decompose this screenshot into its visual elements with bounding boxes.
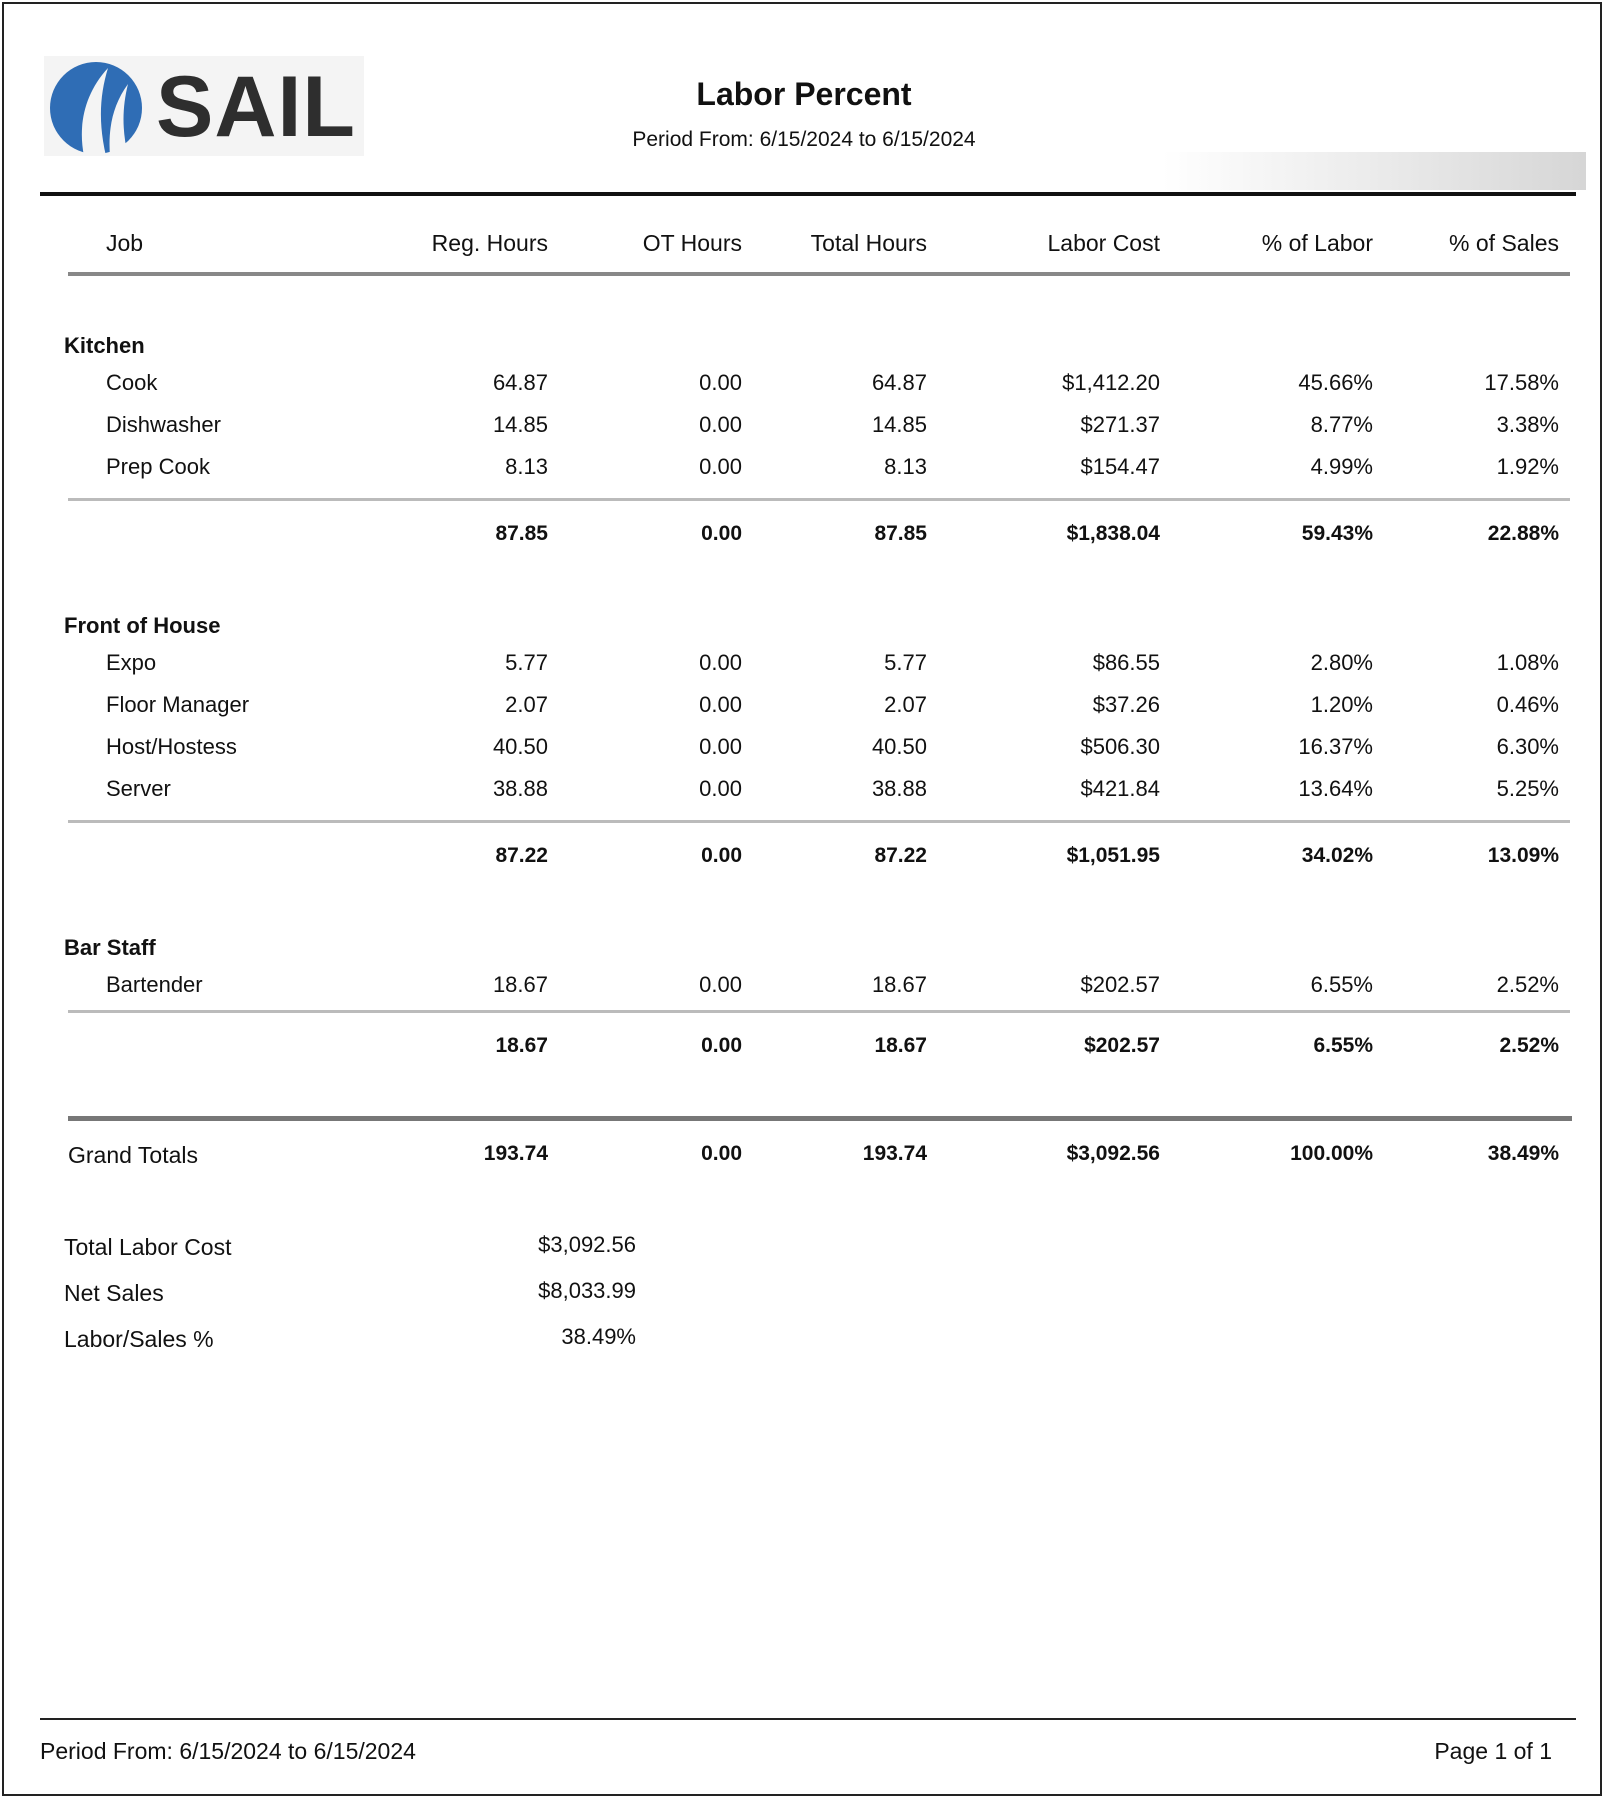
row-total-hours: 38.88	[871, 776, 927, 801]
summary-label: Net Sales	[64, 1280, 164, 1306]
subtotal-ot-hours: 0.00	[701, 844, 742, 867]
row-ot-hours: 0.00	[699, 972, 742, 997]
row-pct-sales: 1.08%	[1496, 650, 1559, 675]
row-pct-sales: 3.38%	[1496, 412, 1559, 437]
subtotal-reg-hours: 87.85	[495, 522, 548, 545]
row-labor-cost: $37.26	[1092, 692, 1160, 717]
summary-value: $3,092.56	[538, 1232, 636, 1257]
row-labor-cost: $421.84	[1080, 776, 1160, 801]
row-labor-cost: $506.30	[1080, 734, 1160, 759]
row-pct-labor: 6.55%	[1310, 972, 1373, 997]
row-total-hours: 8.13	[884, 454, 927, 479]
col-header-total-hours: Total Hours	[810, 230, 927, 256]
row-labor-cost: $154.47	[1080, 454, 1160, 479]
subtotal-pct-labor: 34.02%	[1301, 844, 1373, 867]
col-header-labor-cost: Labor Cost	[1047, 230, 1160, 256]
row-pct-sales: 5.25%	[1496, 776, 1559, 801]
footer-period: Period From: 6/15/2024 to 6/15/2024	[40, 1738, 416, 1764]
subtotal-pct-sales: 2.52%	[1499, 1034, 1559, 1057]
group-title-bar-staff: Bar Staff	[64, 935, 156, 960]
col-header-pct-sales: % of Sales	[1449, 230, 1559, 256]
row-reg-hours: 2.07	[505, 692, 548, 717]
row-pct-labor: 4.99%	[1310, 454, 1373, 479]
row-reg-hours: 5.77	[505, 650, 548, 675]
row-ot-hours: 0.00	[699, 776, 742, 801]
row-job: Host/Hostess	[106, 734, 237, 759]
subtotal-divider	[68, 820, 1570, 823]
row-reg-hours: 64.87	[492, 370, 548, 395]
row-pct-labor: 8.77%	[1310, 412, 1373, 437]
row-reg-hours: 8.13	[505, 454, 548, 479]
row-pct-labor: 16.37%	[1298, 734, 1373, 759]
col-header-pct-labor: % of Labor	[1261, 230, 1373, 256]
report-title: Labor Percent	[696, 76, 912, 112]
row-total-hours: 18.67	[871, 972, 927, 997]
grand-reg-hours: 193.74	[483, 1142, 548, 1165]
summary-value: 38.49%	[561, 1324, 636, 1349]
row-reg-hours: 38.88	[492, 776, 548, 801]
subtotal-pct-sales: 13.09%	[1487, 844, 1559, 867]
report-page	[2, 2, 1602, 1796]
subtotal-labor-cost: $202.57	[1084, 1034, 1160, 1057]
logo-wordmark: SAIL	[156, 59, 356, 155]
summary-label: Total Labor Cost	[64, 1234, 232, 1260]
row-ot-hours: 0.00	[699, 692, 742, 717]
group-title-front-of-house: Front of House	[64, 613, 221, 638]
row-job: Floor Manager	[106, 692, 250, 717]
row-total-hours: 14.85	[871, 412, 927, 437]
subtotal-divider	[68, 1010, 1570, 1013]
grand-pct-sales: 38.49%	[1487, 1142, 1559, 1165]
row-total-hours: 2.07	[884, 692, 927, 717]
row-ot-hours: 0.00	[699, 370, 742, 395]
row-labor-cost: $86.55	[1092, 650, 1160, 675]
subtotal-reg-hours: 18.67	[495, 1034, 548, 1057]
subtotal-pct-sales: 22.88%	[1487, 522, 1559, 545]
col-header-ot-hours: OT Hours	[642, 230, 742, 256]
summary-value: $8,033.99	[538, 1278, 636, 1303]
row-pct-sales: 6.30%	[1496, 734, 1559, 759]
row-reg-hours: 40.50	[492, 734, 548, 759]
row-total-hours: 40.50	[871, 734, 927, 759]
row-pct-sales: 1.92%	[1496, 454, 1559, 479]
group-title-kitchen: Kitchen	[64, 333, 145, 358]
row-reg-hours: 14.85	[492, 412, 548, 437]
row-total-hours: 5.77	[884, 650, 927, 675]
subtotal-total-hours: 87.85	[874, 522, 927, 545]
row-ot-hours: 0.00	[699, 412, 742, 437]
subtotal-labor-cost: $1,838.04	[1066, 522, 1160, 545]
row-job: Server	[106, 776, 171, 801]
col-header-job: Job	[106, 230, 144, 256]
grand-pct-labor: 100.00%	[1290, 1142, 1373, 1165]
row-job: Bartender	[106, 972, 203, 997]
row-job: Dishwasher	[106, 412, 221, 437]
row-job: Expo	[106, 650, 157, 675]
grand-labor-cost: $3,092.56	[1066, 1142, 1160, 1165]
footer-divider	[40, 1718, 1576, 1720]
row-job: Cook	[106, 370, 158, 395]
summary-label: Labor/Sales %	[64, 1326, 214, 1352]
row-ot-hours: 0.00	[699, 650, 742, 675]
report-period: Period From: 6/15/2024 to 6/15/2024	[632, 128, 976, 151]
header-divider	[40, 192, 1576, 196]
subtotal-ot-hours: 0.00	[701, 1034, 742, 1057]
row-pct-labor: 1.20%	[1310, 692, 1373, 717]
header-shade-bar	[1162, 152, 1586, 190]
grand-totals-label: Grand Totals	[68, 1142, 198, 1168]
row-ot-hours: 0.00	[699, 734, 742, 759]
row-labor-cost: $1,412.20	[1062, 370, 1160, 395]
row-job: Prep Cook	[106, 454, 210, 479]
row-reg-hours: 18.67	[492, 972, 548, 997]
subtotal-total-hours: 87.22	[874, 844, 927, 867]
row-pct-labor: 45.66%	[1298, 370, 1373, 395]
page-number: Page 1 of 1	[1434, 1738, 1552, 1764]
col-header-reg-hours: Reg. Hours	[431, 230, 548, 256]
row-pct-sales: 2.52%	[1496, 972, 1559, 997]
grand-total-hours: 193.74	[862, 1142, 927, 1165]
row-pct-labor: 2.80%	[1310, 650, 1373, 675]
subtotal-pct-labor: 6.55%	[1313, 1034, 1373, 1057]
subtotal-ot-hours: 0.00	[701, 522, 742, 545]
row-pct-labor: 13.64%	[1298, 776, 1373, 801]
row-labor-cost: $202.57	[1080, 972, 1160, 997]
row-pct-sales: 17.58%	[1484, 370, 1559, 395]
row-labor-cost: $271.37	[1080, 412, 1160, 437]
row-ot-hours: 0.00	[699, 454, 742, 479]
grand-ot-hours: 0.00	[701, 1142, 742, 1165]
subtotal-divider	[68, 498, 1570, 501]
row-pct-sales: 0.46%	[1496, 692, 1559, 717]
grand-totals-divider	[68, 1116, 1572, 1121]
header-underline	[68, 272, 1570, 276]
subtotal-labor-cost: $1,051.95	[1066, 844, 1160, 867]
subtotal-reg-hours: 87.22	[495, 844, 548, 867]
subtotal-pct-labor: 59.43%	[1301, 522, 1373, 545]
subtotal-total-hours: 18.67	[874, 1034, 927, 1057]
row-total-hours: 64.87	[871, 370, 927, 395]
